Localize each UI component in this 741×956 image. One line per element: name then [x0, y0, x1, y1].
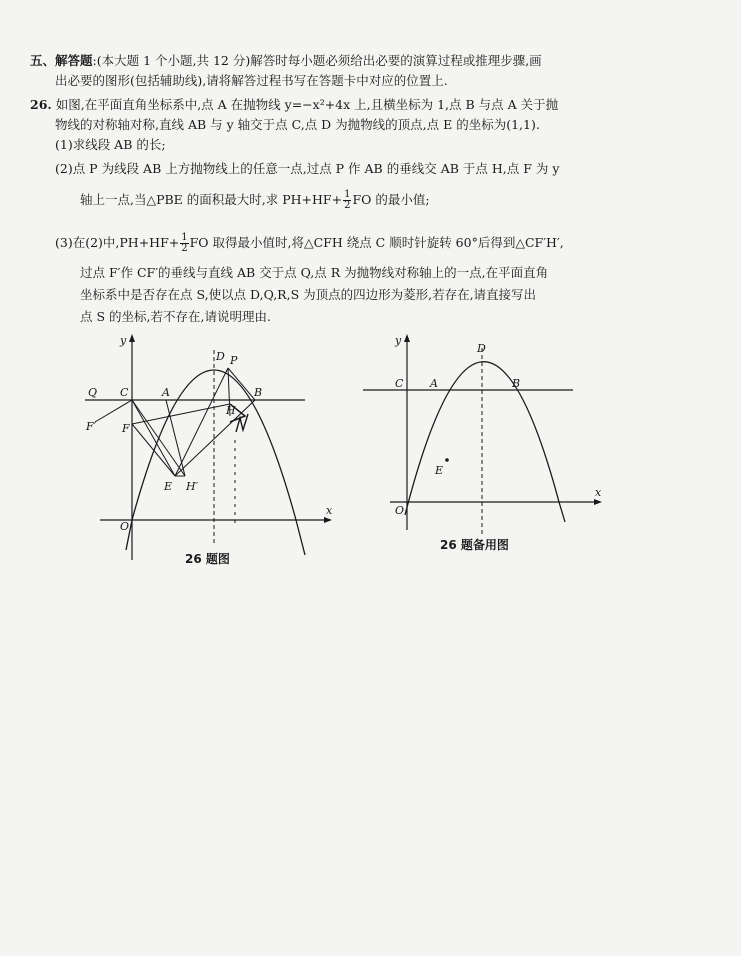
question-2-line-1: (2)点 P 为线段 AB 上方抛物线上的任意一点,过点 P 作 AB 的垂线交 AB 于点 H,点 F 为 y [55, 161, 560, 176]
fig1-x-arrow [324, 517, 332, 523]
question-3-line-1 [55, 233, 564, 254]
figure-26-caption: 26 题图 [185, 552, 230, 566]
fig1-label-p: P [230, 354, 238, 367]
problem-number: 26. [30, 97, 52, 112]
fig1-label-e: E [164, 480, 173, 493]
fig2-label-o: O [395, 504, 405, 517]
question-2-text-b: FO 的最小值; [352, 192, 430, 207]
fig1-label-b: B [254, 386, 263, 399]
fig1-segment-f-e [132, 424, 175, 476]
fig1-label-h: H [226, 404, 236, 417]
fig2-x-arrow [594, 499, 602, 505]
question-2-line-2 [80, 190, 430, 211]
figure-26 [80, 330, 350, 570]
fig1-label-a: A [162, 386, 170, 399]
fig2-label-b: B [512, 377, 521, 390]
fig1-y-arrow [129, 334, 135, 342]
fig2-parabola [405, 362, 565, 522]
section-heading: 五、解答题 [30, 53, 93, 68]
question-3-line-3: 坐标系中是否存在点 S,使以点 D,Q,R,S 为顶点的四边形为菱形,若存在,请直接写出 [80, 287, 537, 302]
fig1-segment-p-b [228, 368, 255, 400]
fraction-denominator: 2 [344, 200, 351, 211]
problem-intro-1-text: 如图,在平面直角坐标系中,点 A 在抛物线 y=−x²+4x 上,且横坐标为 1,点 B 与点 A 关于抛 [55, 97, 559, 112]
fig1-label-h1: H′ [186, 480, 199, 493]
fig2-label-a: A [430, 377, 438, 390]
question-2-text-a: 轴上一点,当△PBE 的面积最大时,求 PH+HF+ [80, 192, 343, 207]
fig1-label-c: C [120, 386, 129, 399]
figure-26-backup-caption: 26 题备用图 [440, 538, 509, 552]
fig1-label-o: O [120, 520, 130, 533]
question-3-line-4: 点 S 的坐标,若不存在,请说明理由. [80, 309, 271, 324]
section-instructions-2: 出必要的图形(包括辅助线),请将解答过程书写在答题卡中对应的位置上. [55, 73, 448, 88]
fig1-segment-f1-c [95, 400, 132, 422]
fig1-segment-e-p [175, 368, 228, 476]
fig1-label-q: Q [88, 386, 98, 399]
fig2-label-x: x [595, 486, 602, 499]
fig1-segment-c-h1 [132, 400, 185, 476]
problem-intro-2: 物线的对称轴对称,直线 AB 与 y 轴交于点 C,点 D 为抛物线的顶点,点 E 的坐标为(1,1). [55, 117, 540, 132]
fig2-label-e: E [435, 464, 444, 477]
question-3-text-b: FO 取得最小值时,将△CFH 绕点 C 顺时针旋转 60°后得到△CF′H′, [189, 235, 564, 250]
fig2-y-arrow [404, 334, 410, 342]
fig2-point-e [445, 458, 449, 462]
fraction-half [343, 190, 351, 211]
section-heading-line [30, 53, 542, 69]
fig1-segment-e-b [175, 400, 255, 476]
fig1-label-x: x [326, 504, 333, 517]
fraction-half-2 [180, 233, 188, 254]
problem-intro-1 [30, 97, 558, 113]
fraction-denominator-2: 2 [181, 243, 188, 254]
fig2-label-y: y [395, 334, 402, 347]
section-instructions-1: :(本大题 1 个小题,共 12 分)解答时每小题必须给出必要的演算过程或推理步骤,画 [92, 53, 542, 68]
fraction-numerator: 1 [344, 189, 351, 200]
fig2-label-c: C [395, 377, 404, 390]
fig1-parabola [132, 370, 305, 555]
fig1-label-f: F [122, 422, 130, 435]
question-3-text-a: (3)在(2)中,PH+HF+ [55, 235, 180, 250]
fig1-label-y: y [120, 334, 127, 347]
question-1: (1)求线段 AB 的长; [55, 137, 166, 152]
fig1-label-f1: F′ [86, 420, 97, 433]
fraction-numerator-2: 1 [181, 232, 188, 243]
fig2-label-d: D [477, 342, 486, 355]
fig1-label-d: D [216, 350, 225, 363]
question-3-line-2: 过点 F′作 CF′的垂线与直线 AB 交于点 Q,点 R 为抛物线对称轴上的一点,在平面直角 [80, 265, 549, 280]
figure-26-backup [355, 330, 615, 560]
